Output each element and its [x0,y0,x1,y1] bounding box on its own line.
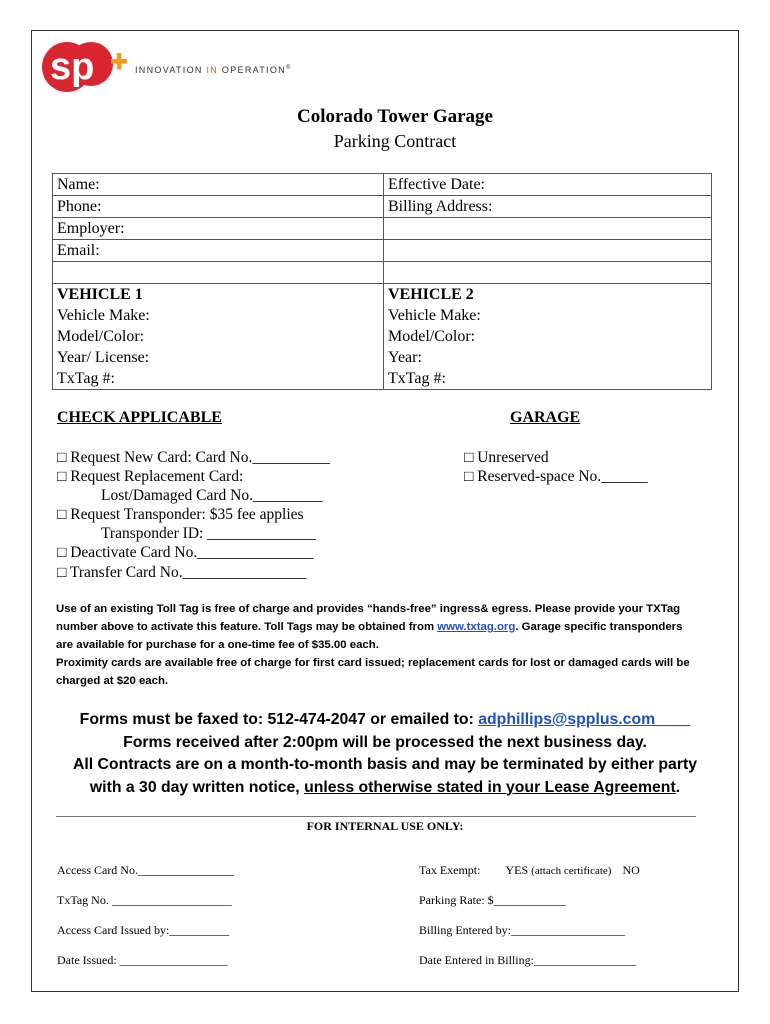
request-new-card-checkbox[interactable]: □ Request New Card: Card No.__________ [57,449,330,466]
phone-field[interactable]: Phone: [53,196,384,218]
tax-exempt-row [419,863,640,878]
email-link[interactable]: adphillips@spplus.com [478,711,656,728]
date-issued-field[interactable]: Date Issued: __________________ [57,953,228,967]
billing-entered-by-field[interactable]: Billing Entered by:___________________ [419,923,625,937]
email-underline-trail: ____ [655,711,691,728]
svg-text:sp: sp [50,46,95,88]
tax-exempt-label: Tax Exempt: [419,863,481,877]
billing-address-line-2[interactable] [384,218,712,240]
vehicle-2-model-color-field[interactable]: Model/Color: [388,328,476,345]
page-title: Colorado Tower Garage [297,106,493,127]
deactivate-card-checkbox[interactable]: □ Deactivate Card No._______________ [57,544,314,561]
toll-tag-info-text: Use of an existing Toll Tag is free of charge and provides “hands-free” ingress& egress. Please provide your TXTag number above to activate this feature. Toll Tags may be obtained from [56,603,681,633]
fax-email-line [32,709,738,732]
reserved-space-checkbox[interactable]: □ Reserved-space No.______ [464,468,648,485]
fax-email-text: Forms must be faxed to: 512-474-2047 or emailed to: [79,711,479,728]
name-field[interactable]: Name: [53,174,384,196]
table-row [53,262,712,284]
request-transponder-checkbox[interactable]: □ Request Transponder: $35 fee applies [57,506,304,523]
lost-damaged-card-field[interactable]: Lost/Damaged Card No._________ [101,487,323,504]
vehicle-2-year-field[interactable]: Year: [388,349,422,366]
contract-page [31,30,739,992]
vehicle-2-heading: VEHICLE 2 [388,286,474,303]
access-card-issued-by-field[interactable]: Access Card Issued by:__________ [57,923,230,937]
billing-address-line-3[interactable] [384,240,712,262]
vehicle-block-row [53,284,712,390]
logo-tagline-word: INNOVATION [135,65,203,75]
attach-certificate-note: (attach certificate) [531,865,612,877]
deadline-line: Forms received after 2:00pm will be processed the next business day. [123,733,647,751]
blank-cell [53,262,384,284]
table-row [53,174,712,196]
table-row [53,218,712,240]
toll-tag-info-paragraph [56,600,696,690]
vehicle-1-model-color-field[interactable]: Model/Color: [57,328,145,345]
email-field[interactable]: Email: [53,240,384,262]
vehicle-1-year-license-field[interactable]: Year/ License: [57,349,150,366]
table-row [53,240,712,262]
employer-field[interactable]: Employer: [53,218,384,240]
billing-address-field[interactable]: Billing Address: [384,196,712,218]
contract-terms-line: All Contracts are on a month-to-month basis and may be terminated by either party [72,756,698,773]
request-replacement-card-checkbox[interactable]: □ Request Replacement Card: [57,468,244,485]
vehicle-2-make-field[interactable]: Vehicle Make: [388,307,481,324]
tax-yes-label: YES [505,863,529,877]
vehicle-1-make-field[interactable]: Vehicle Make: [57,307,150,324]
effective-date-field[interactable]: Effective Date: [384,174,712,196]
vehicle-1-txtag-field[interactable]: TxTag #: [57,370,115,387]
vehicle-2-block [384,284,712,390]
tax-exempt-yes-option[interactable] [505,863,611,877]
sp-plus-logo-mark [41,37,131,97]
contact-vehicle-table [52,173,712,390]
parking-rate-field[interactable]: Parking Rate: $____________ [419,893,566,907]
garage-heading: GARAGE [510,409,581,426]
transponder-info-text: . Garage specific transponders are available for purchase for a one-time fee of $35.00 each. [56,621,683,651]
table-row [53,196,712,218]
logo-tagline-highlight: IN [206,65,219,75]
written-notice-period: . [675,778,681,796]
written-notice-line [32,777,738,800]
divider [56,816,696,817]
txtag-link[interactable]: www.txtag.org [437,621,516,633]
blank-cell [384,262,712,284]
submission-notice [32,709,738,799]
trademark-mark: ® [285,65,292,71]
tax-exempt-no-option[interactable]: NO [622,863,640,877]
page-subtitle: Parking Contract [333,131,457,151]
logo-tagline [135,65,292,75]
proximity-card-info-text: Proximity cards are available free of charge for first card issued; replacement cards for lost or damaged cards will be charged at $20 each. [56,657,690,687]
txtag-no-field[interactable]: TxTag No. ____________________ [57,893,232,907]
lease-agreement-clause: unless otherwise stated in your Lease Agreement [304,778,676,796]
date-entered-in-billing-field[interactable]: Date Entered in Billing:_________________ [419,953,636,967]
transfer-card-checkbox[interactable]: □ Transfer Card No.________________ [57,564,307,581]
access-card-no-field[interactable]: Access Card No.________________ [57,863,234,877]
logo-tagline-word: OPERATION [221,65,286,75]
vehicle-1-heading: VEHICLE 1 [57,286,143,303]
unreserved-checkbox[interactable]: □ Unreserved [464,449,549,466]
vehicle-1-block [53,284,384,390]
vehicle-2-txtag-field[interactable]: TxTag #: [388,370,446,387]
written-notice-text: with a 30 day written notice, [89,778,305,796]
transponder-id-field[interactable]: Transponder ID: ______________ [101,525,316,542]
sp-plus-logo [41,37,341,97]
internal-use-heading: FOR INTERNAL USE ONLY: [306,819,464,833]
check-applicable-heading: CHECK APPLICABLE [57,409,222,426]
